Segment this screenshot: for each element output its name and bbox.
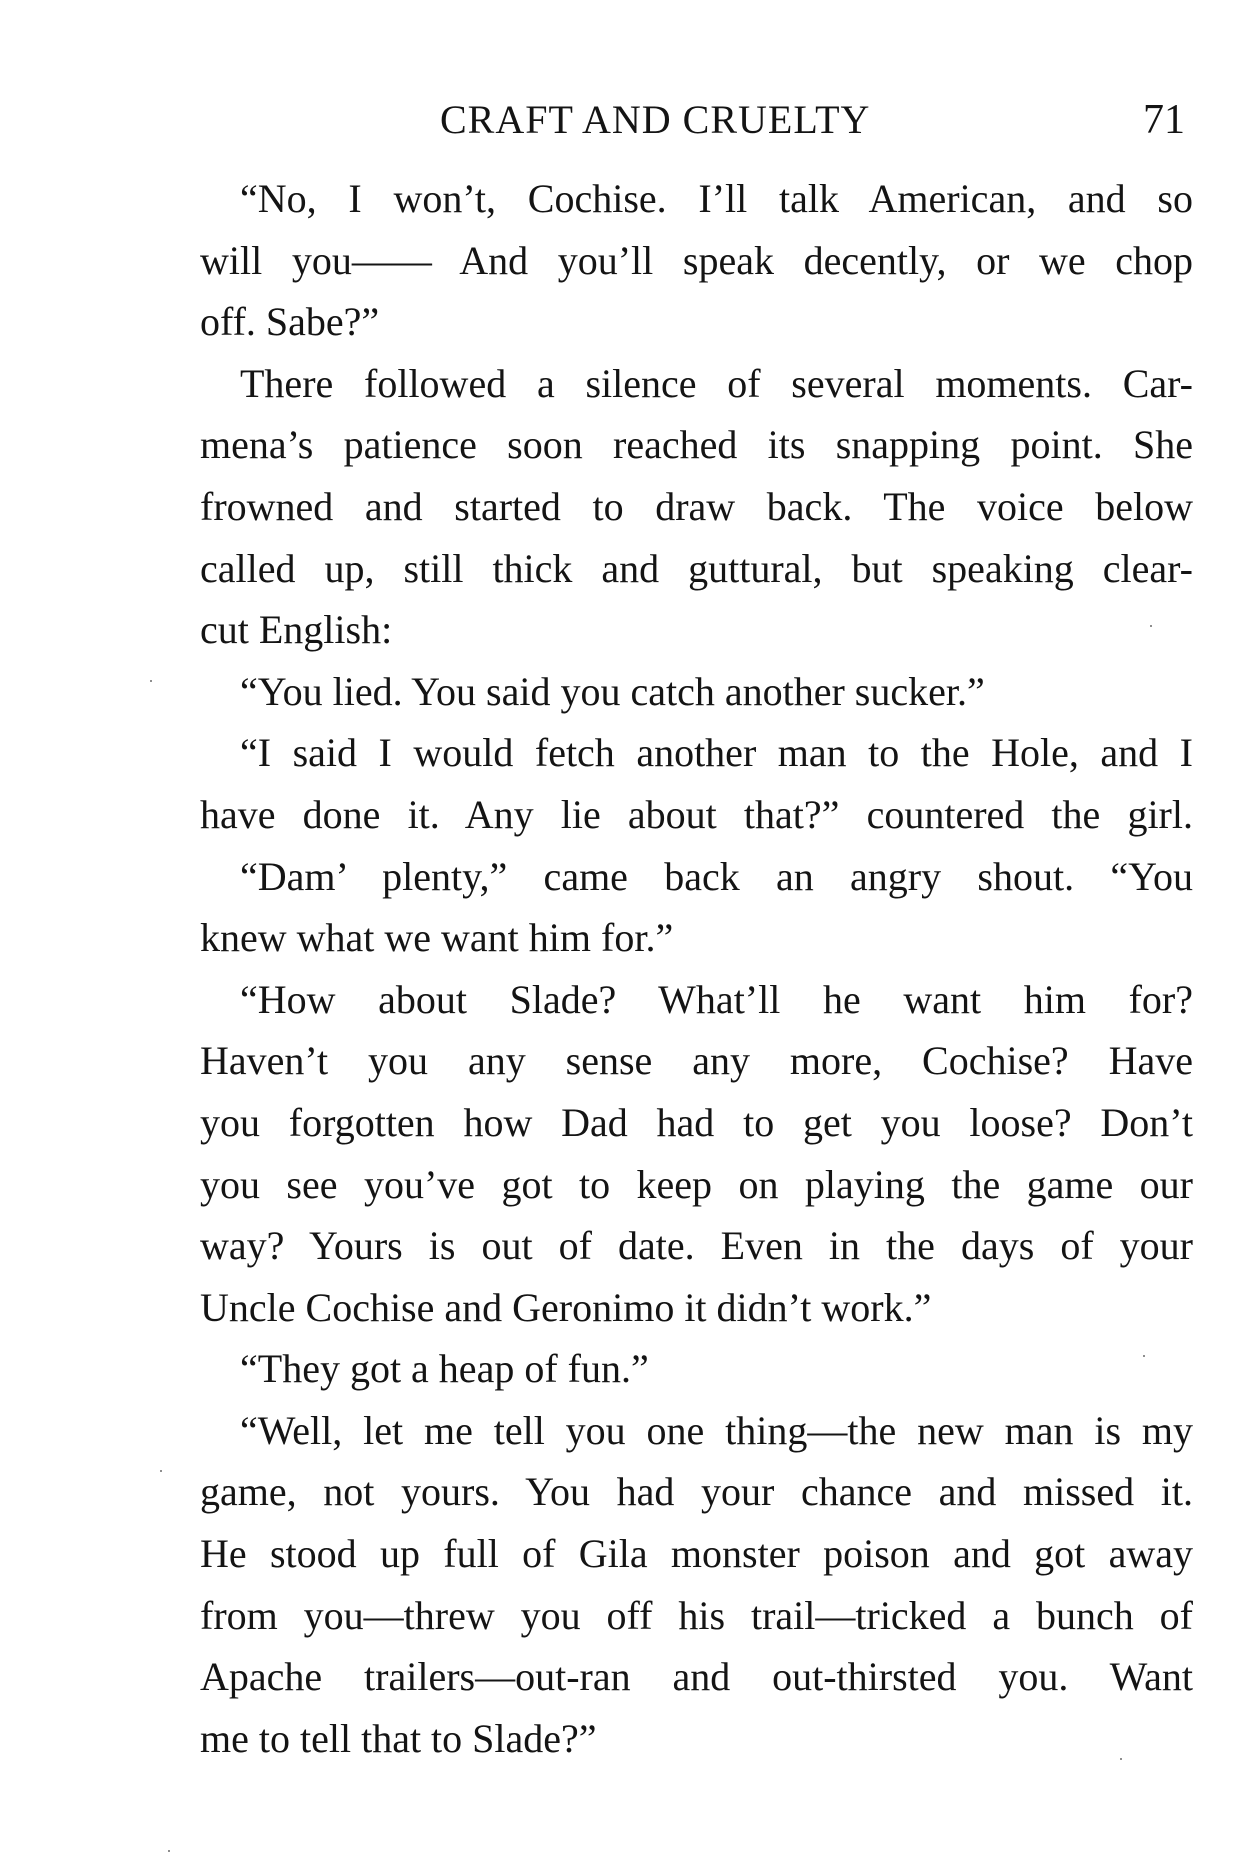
running-title: CRAFT AND CRUELTY bbox=[440, 97, 871, 142]
text-line: “You lied. You said you catch another sucker.” bbox=[240, 668, 985, 714]
text-line: Haven’t you any sense any more, Cochise? Have bbox=[200, 1038, 1193, 1084]
text-line: frowned and started to draw back. The voice below bbox=[200, 483, 1193, 529]
text-line: have done it. Any lie about that?” countered the girl. bbox=[200, 791, 1193, 837]
text-line: “How about Slade? What’ll he want him for? bbox=[240, 976, 1193, 1022]
text-line: called up, still thick and guttural, but speaking clear- bbox=[200, 545, 1193, 591]
text-line: will you—— And you’ll speak decently, or we chop bbox=[200, 237, 1193, 283]
text-line: way? Yours is out of date. Even in the days of your bbox=[200, 1223, 1193, 1269]
body-text bbox=[200, 168, 1193, 1769]
text-line: “Dam’ plenty,” came back an angry shout. “You bbox=[240, 853, 1193, 899]
text-line: me to tell that to Slade?” bbox=[200, 1715, 597, 1761]
text-line: “Well, let me tell you one thing—the new man is my bbox=[240, 1407, 1193, 1453]
paper-speck bbox=[1143, 1355, 1145, 1357]
text-line: game, not yours. You had your chance and missed it. bbox=[200, 1469, 1193, 1515]
paper-speck bbox=[1150, 625, 1152, 627]
text-line: Uncle Cochise and Geronimo it didn’t work.” bbox=[200, 1284, 932, 1330]
text-line: “I said I would fetch another man to the Hole, and I bbox=[240, 730, 1193, 776]
text-line: There followed a silence of several moments. Car- bbox=[240, 360, 1193, 406]
text-line: off. Sabe?” bbox=[200, 299, 380, 345]
text-line: Apache trailers—out-ran and out-thirsted you. Want bbox=[200, 1654, 1193, 1700]
text-line: He stood up full of Gila monster poison and got away bbox=[200, 1531, 1193, 1577]
text-line: you see you’ve got to keep on playing the game our bbox=[200, 1161, 1193, 1207]
page-number: 71 bbox=[1143, 97, 1185, 143]
running-head bbox=[200, 96, 1200, 156]
text-line: knew what we want him for.” bbox=[200, 915, 674, 961]
paper-speck bbox=[160, 1470, 162, 1472]
paper-speck bbox=[168, 1850, 170, 1852]
text-line: “They got a heap of fun.” bbox=[240, 1346, 649, 1392]
text-line: you forgotten how Dad had to get you loose? Don’t bbox=[200, 1099, 1193, 1145]
paper-speck bbox=[150, 680, 152, 682]
paper-speck bbox=[1120, 1758, 1122, 1760]
text-line: from you—threw you off his trail—tricked a bunch of bbox=[200, 1592, 1193, 1638]
text-line: “No, I won’t, Cochise. I’ll talk American, and so bbox=[240, 176, 1193, 221]
text-line: mena’s patience soon reached its snapping point. She bbox=[200, 422, 1193, 468]
text-line: cut English: bbox=[200, 607, 393, 653]
